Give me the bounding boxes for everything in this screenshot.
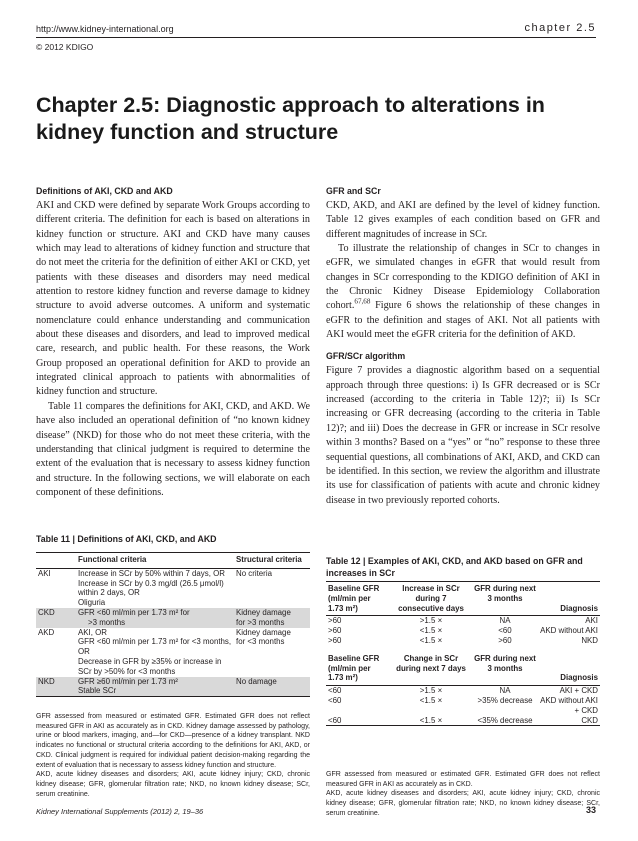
- table12-footnote: [326, 770, 600, 819]
- cell-line: No criteria: [236, 568, 272, 578]
- functional-criteria: [76, 608, 234, 628]
- page-title: Chapter 2.5: Diagnostic approach to alterations in kidney function and structure: [36, 93, 545, 144]
- cell-line: GFR ≥60 ml/min per 1.73 m²: [78, 676, 178, 686]
- paragraph: Figure 7 provides a diagnostic algorithm based on a sequential approach through three questions: i) Is GFR decreased or is SCr increased (according to the criteria in Table 12)?; ii) Is SCr increasing or GFR decreasing (according to the criteria in Table 12)?; and iii) Does the decrease in GFR or increase in SCr resolve within 3 months? Based on a “yes” or “no” response to these three sequential questions, all combinations of AKI, AKD, and CKD can be identified. In this section, we review the algorithm and illustrate its use for classification of patients with acute and chronic kidney disease in two previously reported cohorts.: [326, 365, 600, 506]
- functional-criteria: [76, 568, 234, 608]
- cell-line: Oliguria: [78, 598, 106, 608]
- cell-line: Increase in SCr by 50% within 7 days, OR: [78, 568, 225, 578]
- paragraph: Table 11 compares the definitions for AKI, CKD, and AKD. We have also included an operational definition of “no known kidney disease” (NKD) for those who do not meet these criteria, with the understanding that clinical judgment is required to determine the extent of the evaluation that is necessary to assess kidney function and structure. In the following sections, we will elaborate on each component of these definitions.: [36, 400, 310, 498]
- table-row: [326, 696, 600, 716]
- table-cell: >60: [328, 626, 342, 636]
- left-column: [36, 185, 310, 500]
- table-cell: >1.5 ×: [419, 686, 443, 696]
- table-row: [36, 677, 310, 697]
- table-cell: <1.5 ×: [419, 695, 443, 705]
- paragraph: AKI and CKD were defined by separate Work Groups according to different criteria. The definition for each is based on alterations in kidney function or structure. AKI and CKD have many causes which may lead to alterations of kidney function and structure that do not meet the criteria for the definition of either AKI or CKD, yet patients with these diseases and disorders may need medical attention to restore kidney function and reverse damage to kidney structure to avoid adverse outcomes. A uniform and systematic nomenclature could enhance understanding and communication about these diseases and disorders, and lead to improved medical care, research, and public health. For these reasons, the Work Group proposed an operational definition for AKD to provide an integrated clinical approach to patients with abnormalities of kidney function and structure.: [36, 200, 310, 398]
- column-header: Structural criteria: [234, 553, 310, 569]
- table-cell: <60: [498, 626, 512, 636]
- footnote-text: GFR assessed from measured or estimated GFR. Estimated GFR does not reflect measured GFR in AKI as accurately as in CKD. Kidney damage assessed by pathology, urine or blood markers, imaging, and—for CKD—presence of a kidney transplant. NKD indicates no functional or structural criteria according to the definitions for AKI, AKD, or CKD. Clinical judgment is required for individual patient decision-making regarding the extent of evaluation that is necessary to assess kidney function and structure.: [36, 713, 310, 769]
- table-row: [326, 616, 600, 626]
- column-header: Increase in SCr during 7 consecutive days: [390, 582, 472, 616]
- cell-line: GFR <60 ml/min per 1.73 m² for <3 months, OR: [78, 637, 232, 657]
- table-header-row: [326, 582, 600, 616]
- structural-criteria: [234, 628, 310, 677]
- header-copyright: © 2012 KDIGO: [36, 42, 94, 52]
- section-heading-algorithm: GFR/SCr algorithm: [326, 351, 406, 362]
- table12: [326, 581, 600, 726]
- table-cell: NKD: [581, 635, 598, 645]
- header-url: http://www.kidney-international.org: [36, 24, 174, 34]
- cell-line: Kidney damage: [236, 607, 291, 617]
- row-label: CKD: [38, 607, 55, 617]
- column-header: [36, 553, 76, 569]
- functional-criteria: [76, 677, 234, 697]
- table-cell: <1.5 ×: [390, 716, 472, 726]
- section-heading-gfr-scr: GFR and SCr: [326, 186, 381, 196]
- table-row: [326, 686, 600, 696]
- cell-line: AKI, OR: [78, 627, 107, 637]
- column-header: GFR during next 3 months: [472, 582, 538, 616]
- header-rule: [36, 37, 596, 38]
- table-cell: <60: [328, 686, 342, 696]
- footnote-text: AKD, acute kidney diseases and disorders; AKI, acute kidney injury; CKD, chronic kidney disease; GFR, glomerular filtration rate; NKD, no known kidney disease; SCr, serum creatinine.: [326, 790, 600, 817]
- column-header: Diagnosis: [538, 646, 600, 686]
- table-cell: AKD without AKI + CKD: [540, 695, 598, 715]
- table12-caption: Table 12 | Examples of AKI, CKD, and AKD based on GFR and increases in SCr: [326, 556, 583, 578]
- section-heading-definitions: Definitions of AKI, CKD and AKD: [36, 186, 173, 196]
- table-cell: NA: [499, 686, 511, 696]
- table-cell: <35% decrease: [472, 716, 538, 726]
- table-row: [326, 636, 600, 646]
- table-cell: AKI: [585, 616, 598, 626]
- table-cell: >60: [498, 635, 512, 645]
- structural-criteria: [234, 568, 310, 608]
- table-header-row: [326, 646, 600, 686]
- table-cell: CKD: [538, 716, 600, 726]
- cell-line: for <3 months: [236, 637, 285, 647]
- row-label: AKI: [38, 568, 51, 578]
- footnote-text: GFR assessed from measured or estimated GFR. Estimated GFR does not reflect measured GFR in AKI as accurately as in CKD.: [326, 771, 600, 788]
- column-header: Baseline GFR (ml/min per 1.73 m²): [326, 582, 390, 616]
- cell-line: Kidney damage: [236, 627, 291, 637]
- table-cell: >1.5 ×: [419, 616, 443, 626]
- cell-line: >3 months: [88, 617, 126, 627]
- cell-line: GFR <60 ml/min per 1.73 m² for: [78, 607, 190, 617]
- table-cell: <60: [328, 695, 342, 705]
- table-cell: AKD without AKI: [540, 626, 598, 636]
- table-cell: NA: [499, 616, 511, 626]
- paragraph: CKD, AKD, and AKI are defined by the level of kidney function. Table 12 gives examples of each condition based on GFR and different magnitudes of increase in SCr.: [326, 200, 600, 240]
- row-label: NKD: [36, 677, 76, 697]
- cell-line: for >3 months: [236, 617, 285, 627]
- column-header: Functional criteria: [76, 553, 234, 569]
- table-cell: <60: [326, 716, 390, 726]
- cell-line: No damage: [236, 676, 277, 686]
- cell-line: Increase in SCr by 0.3 mg/dl (26.5 μmol/l) within 2 days, OR: [78, 578, 224, 598]
- table-cell: >60: [328, 616, 342, 626]
- table-row: [36, 608, 310, 628]
- functional-criteria: [76, 628, 234, 677]
- citation-ref: 67,68: [354, 298, 371, 307]
- table-cell: AKI + CKD: [559, 686, 598, 696]
- table11-footnote: [36, 712, 310, 799]
- column-header: Change in SCr during next 7 days: [390, 646, 472, 686]
- table-cell: >60: [328, 635, 342, 645]
- header-chapter: chapter 2.5: [524, 22, 596, 34]
- table11: [36, 552, 310, 697]
- paragraph: [326, 242, 600, 342]
- table-row: [326, 626, 600, 636]
- column-header: Baseline GFR (ml/min per 1.73 m²): [326, 646, 390, 686]
- structural-criteria: [234, 608, 310, 628]
- cell-line: Stable SCr: [78, 686, 117, 696]
- footer-citation: Kidney International Supplements (2012) 2, 19–36: [36, 807, 204, 816]
- cell-line: Decrease in GFR by ≥35% or increase in SCr by >50% for <3 months: [78, 656, 222, 676]
- table-cell: <1.5 ×: [419, 626, 443, 636]
- table-cell: >35% decrease: [477, 695, 533, 705]
- table-row: [36, 568, 310, 608]
- row-label: AKD: [38, 627, 55, 637]
- right-column: [326, 185, 600, 508]
- column-header: GFR during next 3 months: [472, 646, 538, 686]
- table-row: [326, 716, 600, 726]
- column-header: Diagnosis: [538, 582, 600, 616]
- text-run: Figure 6 shows the relationship of these changes in eGFR to the definition and stages of AKI. Not all patients with AKI would meet the eGFR criteria for the definition of AKD.: [326, 300, 600, 341]
- table-cell: <1.5 ×: [419, 635, 443, 645]
- structural-criteria: [234, 677, 310, 697]
- footnote-text: AKD, acute kidney diseases and disorders; AKI, acute kidney injury; CKD, chronic kidney disease; GFR, glomerular filtration rate; NKD, no known kidney disease; SCr, serum creatinine.: [36, 771, 310, 798]
- table11-caption: Table 11 | Definitions of AKI, CKD, and AKD: [36, 534, 217, 544]
- text-run: To illustrate the relationship of changes in SCr to changes in eGFR, we simulated changes in eGFR that would result from changes in SCr corresponding to the KDIGO definition of AKI in the Chronic Kidney Disease Epidemiology Collaboration cohort.: [326, 243, 600, 312]
- page-number: 33: [585, 805, 596, 815]
- table-row: [36, 628, 310, 677]
- table-header-row: [36, 553, 310, 569]
